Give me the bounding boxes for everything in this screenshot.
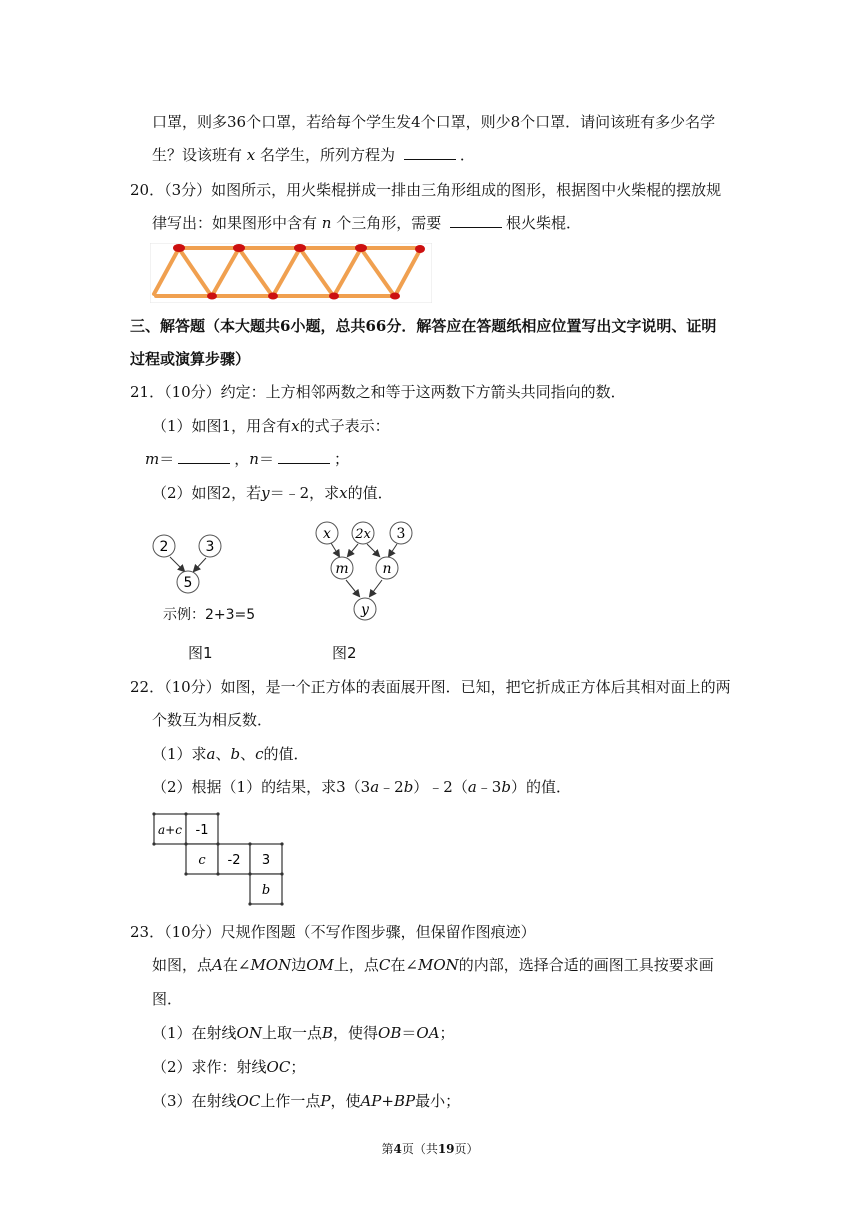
q23-line3: 图． (152, 990, 183, 1008)
svg-text:m: m (335, 561, 349, 577)
q20-line2: 律写出：如果图形中含有 n 个三角形，需要 根火柴棍． (152, 214, 582, 232)
svg-text:3: 3 (205, 539, 215, 555)
q20-line1: 20．（3分）如图所示，用火柴棍拼成一排由三角形组成的图形，根据图中火柴棍的摆放规 (130, 181, 722, 199)
m-blank (178, 449, 230, 464)
q19-line1: 口罩，则多36个口罩，若给每个学生发4个口罩，则少8个口罩．请问该班有多少名学 (152, 113, 716, 131)
cell-a-plus-c: a+c (158, 823, 182, 837)
section3-line1: 三、解答题（本大题共6小题，总共66分．解答应在答题纸相应位置写出文字说明、证明 (130, 317, 717, 335)
q19-line2: 生？设该班有 x 名学生，所列方程为 ． (152, 146, 475, 164)
q23-part3: （3）在射线OC上作一点P，使AP+BP最小； (152, 1092, 461, 1110)
q22-part2: （2）根据（1）的结果，求3（3a﹣2b）﹣2（a﹣3b）的值． (152, 778, 571, 796)
q22-part1: （1）求a、b、c的值． (152, 745, 309, 763)
n-blank (278, 449, 330, 464)
svg-text:5: 5 (183, 575, 193, 591)
figure2-diagram (310, 516, 420, 626)
q22-line2: 个数互为相反数． (152, 711, 273, 729)
cell-b: b (261, 883, 271, 898)
cell-minus-2: -2 (227, 853, 241, 868)
figure1-diagram (148, 530, 268, 608)
answer-blank (450, 213, 502, 228)
matchstick-figure (150, 243, 432, 303)
cube-net (150, 808, 290, 908)
fig2-caption: 图2 (332, 644, 357, 662)
q23-line2: 如图，点A在∠MON边OM上，点C在∠MON的内部，选择合适的画图工具按要求画 (152, 956, 714, 974)
cell-minus-1: -1 (195, 823, 209, 838)
q22-line1: 22．（10分）如图，是一个正方体的表面展开图．已知，把它折成正方体后其相对面上的两 (130, 678, 731, 696)
svg-text:y: y (361, 602, 369, 618)
q23-part1: （1）在射线ON上取一点B，使得OB＝OA； (152, 1024, 455, 1042)
q23-line1: 23．（10分）尺规作图题（不写作图步骤，但保留作图痕迹） (130, 923, 536, 941)
q21-mn-blanks: m＝ ，n＝ ； (145, 450, 349, 468)
q21-line1: 21．（10分）约定：上方相邻两数之和等于这两数下方箭头共同指向的数． (130, 383, 626, 401)
q21-part2: （2）如图2，若y＝﹣2，求x的值． (152, 484, 393, 502)
fig1-example: 示例：2+3=5 (163, 607, 256, 623)
svg-text:3: 3 (396, 526, 406, 542)
q23-part2: （2）求作：射线OC； (152, 1058, 306, 1076)
svg-text:n: n (382, 561, 392, 577)
svg-text:2: 2 (159, 539, 169, 555)
cell-c: c (198, 853, 206, 868)
page-footer: 第4页（共19页） (381, 1142, 479, 1156)
svg-text:2x: 2x (355, 527, 371, 542)
cell-3: 3 (261, 853, 271, 868)
answer-blank (404, 145, 456, 160)
fig1-caption: 图1 (188, 644, 213, 662)
q21-part1: （1）如图1，用含有x的式子表示： (152, 417, 390, 435)
section3-line2: 过程或演算步骤） (130, 350, 251, 368)
svg-text:x: x (323, 526, 331, 542)
